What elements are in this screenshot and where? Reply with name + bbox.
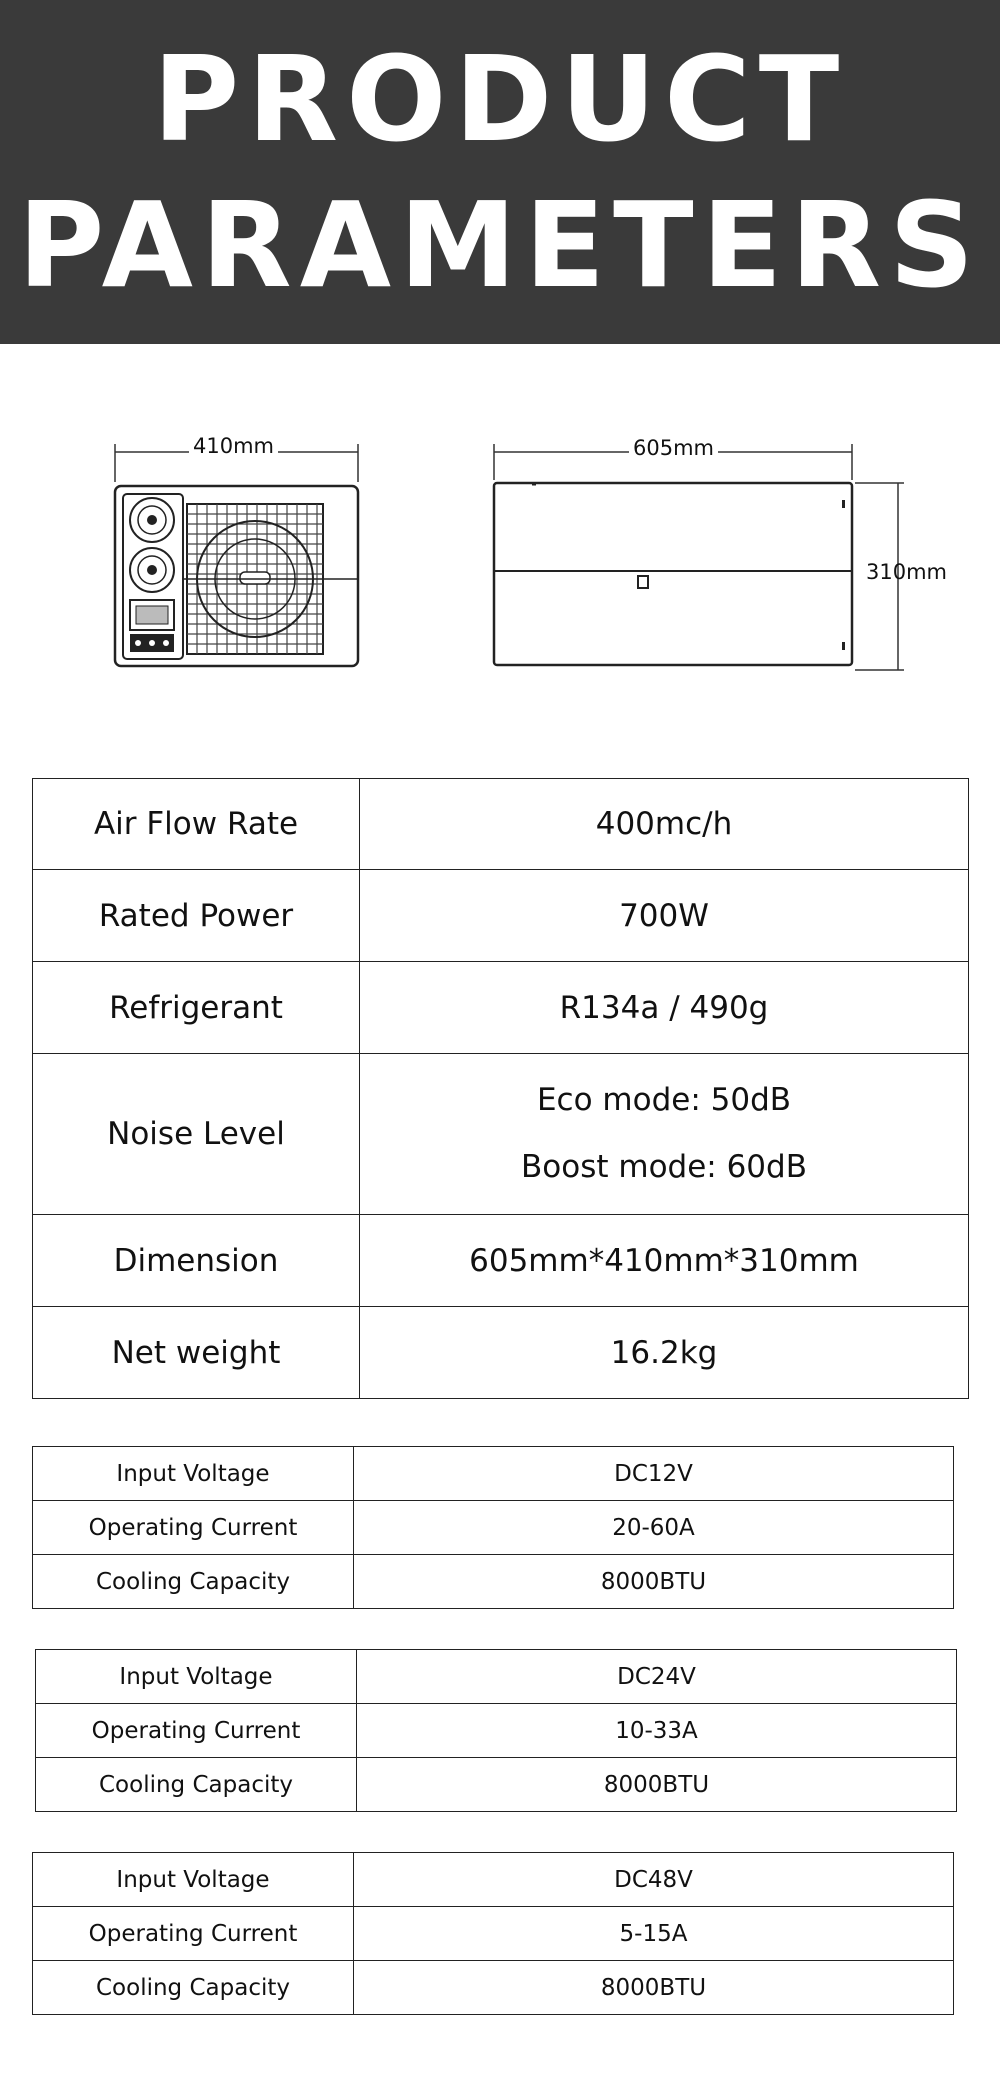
side-height-label: 310mm — [866, 560, 947, 584]
side-width-label: 605mm — [629, 438, 718, 459]
voltage-label: Input Voltage — [33, 1853, 354, 1907]
main-spec-table — [32, 778, 969, 1399]
product-drawings — [0, 420, 1000, 680]
voltage-label: Input Voltage — [36, 1650, 357, 1704]
spec-label: Net weight — [33, 1307, 360, 1399]
current-value: 10-33A — [357, 1704, 957, 1758]
table-row — [33, 1447, 954, 1501]
voltage-table-12v — [32, 1446, 954, 1609]
capacity-value: 8000BTU — [354, 1555, 954, 1609]
voltage-label: Input Voltage — [33, 1447, 354, 1501]
spec-value-multiline — [360, 1054, 969, 1215]
spec-value: 400mc/h — [360, 779, 969, 870]
table-row — [33, 779, 969, 870]
table-row — [33, 962, 969, 1054]
capacity-label: Cooling Capacity — [36, 1758, 357, 1812]
voltage-table-24v — [35, 1649, 957, 1812]
spec-value: 16.2kg — [360, 1307, 969, 1399]
front-width-label: 410mm — [189, 436, 278, 457]
spec-label: Noise Level — [33, 1054, 360, 1215]
capacity-label: Cooling Capacity — [33, 1555, 354, 1609]
table-row — [33, 1215, 969, 1307]
table-row — [33, 1555, 954, 1609]
title-line-1: PRODUCT — [152, 30, 848, 168]
spec-label: Rated Power — [33, 870, 360, 962]
current-label: Operating Current — [33, 1907, 354, 1961]
table-row — [33, 1907, 954, 1961]
current-value: 5-15A — [354, 1907, 954, 1961]
spec-label: Refrigerant — [33, 962, 360, 1054]
spec-label: Air Flow Rate — [33, 779, 360, 870]
current-label: Operating Current — [33, 1501, 354, 1555]
table-row — [33, 1054, 969, 1215]
current-label: Operating Current — [36, 1704, 357, 1758]
spec-value: R134a / 490g — [360, 962, 969, 1054]
spec-value: 700W — [360, 870, 969, 962]
voltage-table-48v — [32, 1852, 954, 2015]
spec-value: 605mm*410mm*310mm — [360, 1215, 969, 1307]
table-row — [33, 1501, 954, 1555]
spec-label: Dimension — [33, 1215, 360, 1307]
table-row — [36, 1650, 957, 1704]
capacity-value: 8000BTU — [354, 1961, 954, 2015]
title-banner — [0, 0, 1000, 344]
product-outline-drawing — [0, 420, 1000, 680]
capacity-label: Cooling Capacity — [33, 1961, 354, 2015]
table-row — [36, 1758, 957, 1812]
capacity-value: 8000BTU — [357, 1758, 957, 1812]
title-line-2: PARAMETERS — [17, 176, 983, 314]
table-row — [36, 1704, 957, 1758]
current-value: 20-60A — [354, 1501, 954, 1555]
table-row — [33, 870, 969, 962]
noise-boost-value: Boost mode: 60dB — [521, 1149, 807, 1185]
noise-eco-value: Eco mode: 50dB — [536, 1082, 792, 1118]
voltage-value: DC24V — [357, 1650, 957, 1704]
voltage-value: DC48V — [354, 1853, 954, 1907]
table-row — [33, 1961, 954, 2015]
table-row — [33, 1307, 969, 1399]
table-row — [33, 1853, 954, 1907]
voltage-value: DC12V — [354, 1447, 954, 1501]
